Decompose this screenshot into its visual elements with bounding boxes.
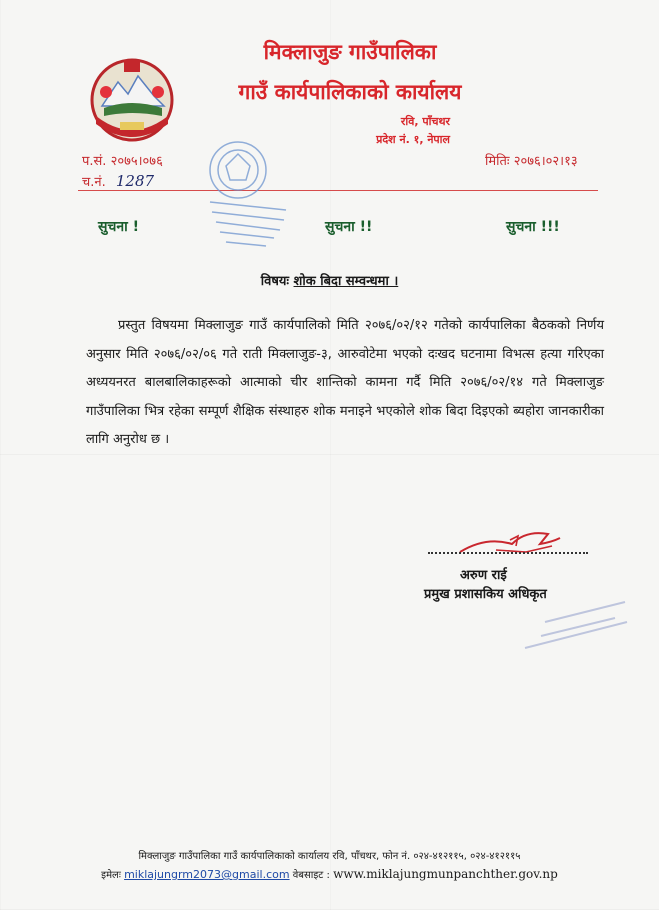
website-link[interactable]: www.miklajungmunpanchther.gov.np <box>333 867 558 881</box>
email-label: इमेलः <box>101 870 121 881</box>
ps-label: प.सं. <box>82 154 107 169</box>
address-line-2: प्रदेश नं. १, नेपाल <box>376 133 450 146</box>
subject-label: विषयः <box>260 274 289 289</box>
nepal-emblem-icon <box>84 52 180 148</box>
footer-contact: मिक्लाजुङ गाउँपालिका गाउँ कार्यपालिकाको कार्यालय रवि, पाँचथर, फोन नं. ०२४-४१२११५, ०२४-४१२११५ <box>138 851 521 862</box>
letter-body: प्रस्तुत विषयमा मिक्लाजुङ गाउँ कार्यपालिकाे मिति २०७६/०२/१२ गतेकाे कार्यपालिका बैठककाे निर्णय अनुसार मिति २०७६/०२/०६ गते राती मिक्लाजुङ-३, आरुवोटेमा भएकाे दःखद घटनामा विभत्स हत्या गरिएका अध्ययनरत बालबालिकाहरूकाे आत्माकाे चीर शान्तिकाे कामना गर्दै मिति २०७६/०२/१४ गते मिक्लाजुङ गाउँपालिका भित्र रहेका सम्पूर्ण शैक्षिक संस्थाहरु शोक मनाइने भएकोले शोक बिदा दिइएको ब्यहोरा जानकारीका लागि अनुरोध छ । <box>86 318 604 448</box>
signature-scribble-icon <box>456 522 566 562</box>
address-line-1: रवि, पाँचथर <box>400 115 450 128</box>
patra-sankhya <box>82 151 163 169</box>
signatory-title: प्रमुख प्रशासकिय अधिकृत <box>424 587 547 602</box>
chalani-number <box>82 172 154 190</box>
office-title: गाउँ कार्यपालिकाको कार्यालय <box>238 80 462 104</box>
subject-value: शोक बिदा सम्वन्धमा । <box>293 274 399 289</box>
subject-line <box>0 271 659 289</box>
website-label: वेबसाइट : <box>292 870 330 881</box>
date-value: २०७६।०२।१३ <box>513 154 578 169</box>
office-stamp-icon <box>190 136 300 256</box>
notice-heading-1: सुचना ! <box>98 219 140 235</box>
notice-heading-2: सुचना !! <box>325 219 373 235</box>
chn-label: च.नं. <box>82 175 106 190</box>
ps-value: २०७५।०७६ <box>110 154 163 169</box>
faded-designation-stamp-icon <box>515 592 635 662</box>
chn-handwritten-value: 1287 <box>115 172 155 190</box>
signatory-name: अरुण राई <box>460 568 507 583</box>
letter-date <box>485 151 578 169</box>
header-divider <box>78 190 598 191</box>
email-link[interactable]: miklajungrm2073@gmail.com <box>124 868 290 881</box>
signature-dotted-line <box>428 552 588 554</box>
footer-online <box>0 867 659 881</box>
date-label: मितिः <box>485 154 510 169</box>
municipality-title: मिक्लाजुङ गाउँपालिका <box>263 40 437 64</box>
notice-heading-3: सुचना !!! <box>506 219 560 235</box>
